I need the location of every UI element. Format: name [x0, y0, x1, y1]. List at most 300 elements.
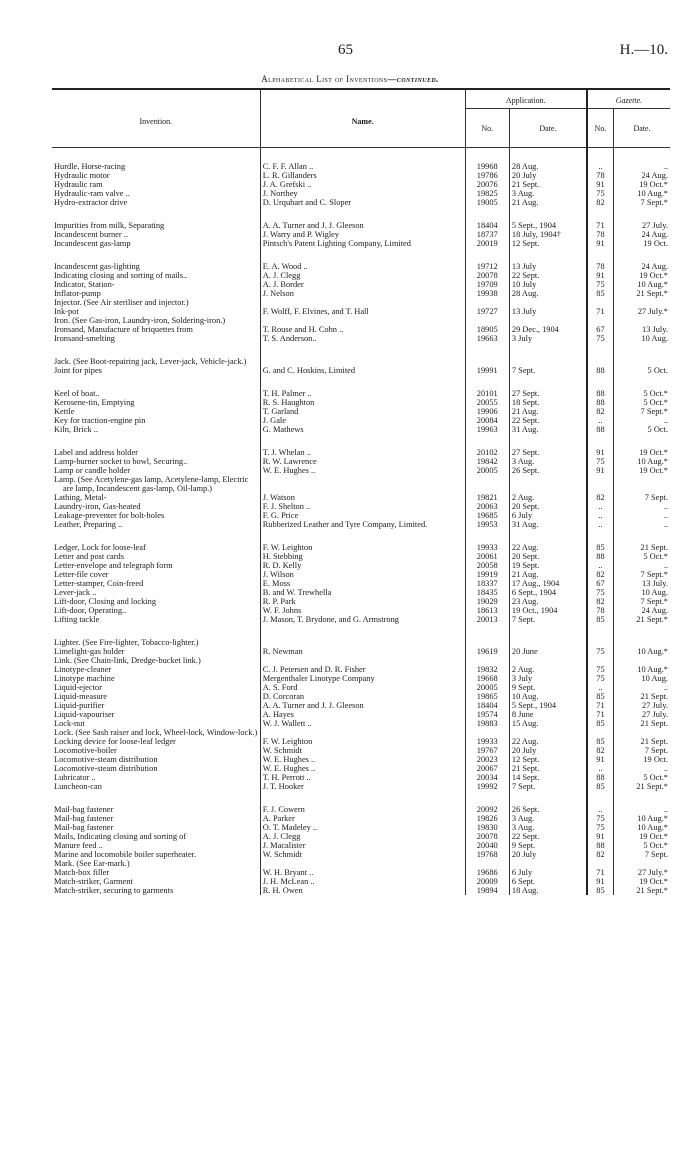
name-cell: [260, 656, 465, 665]
gazette-date-cell: 5 Oct.*: [643, 389, 668, 398]
name-cell: J. Wilson: [260, 570, 465, 579]
table-row: [52, 728, 670, 737]
application-date-cell: 3 July: [511, 674, 533, 683]
gazette-date-cell: 7 Sept.*: [640, 597, 668, 606]
invention-cell: Locomotive-steam distribution: [52, 764, 260, 773]
invention-cell: Hydraulic ram: [52, 180, 260, 189]
gazette-no-cell: 82: [587, 850, 614, 859]
application-date-cell: 7 Sept.: [511, 615, 536, 624]
gazette-no-cell: 71: [587, 307, 614, 316]
invention-cell: Match-box filler: [52, 868, 260, 877]
gazette-no-cell: 75: [587, 334, 614, 343]
name-cell: C. J. Petersen and D. R. Fisher: [260, 665, 465, 674]
invention-cell: Lift-door, Operating..: [52, 606, 260, 615]
application-date-cell: 3 Aug.: [511, 457, 535, 466]
application-date-cell: [509, 728, 587, 737]
name-cell: E. Moss: [260, 579, 465, 588]
application-no-cell: 19685: [465, 511, 509, 520]
application-date-cell: 3 Aug.: [511, 823, 535, 832]
table-row: [52, 588, 670, 597]
application-no-cell: 18337: [465, 579, 509, 588]
table-row: [52, 502, 670, 511]
application-no-cell: [465, 859, 509, 868]
application-date-cell: 2 Aug.: [511, 493, 535, 502]
application-no-cell: [465, 638, 509, 647]
application-no-cell: 19933: [465, 737, 509, 746]
name-cell: [260, 316, 465, 325]
table-row: [52, 886, 670, 895]
name-cell: F. G. Price: [260, 511, 465, 520]
table-row: [52, 325, 670, 334]
application-no-cell: 19663: [465, 334, 509, 343]
gazette-no-cell: 75: [587, 280, 614, 289]
table-row: [52, 511, 670, 520]
invention-cell: Locking device for loose-leaf ledger: [52, 737, 260, 746]
name-cell: G. and C. Hoskins, Limited: [260, 366, 465, 375]
application-no-cell: 19825: [465, 189, 509, 198]
invention-cell: Jack. (See Boot-repairing jack, Lever-jack, Vehicle-jack.): [52, 357, 260, 366]
invention-cell: Manure feed ..: [52, 841, 260, 850]
application-date-cell: 23 Aug.: [511, 597, 539, 606]
application-date-cell: [509, 298, 587, 307]
name-cell: W. E. Hughes ..: [260, 755, 465, 764]
application-date-cell: 31 Aug.: [511, 520, 539, 529]
gazette-no-cell: 91: [587, 755, 614, 764]
gazette-no-cell: 88: [587, 366, 614, 375]
group-spacer: [52, 375, 670, 389]
name-cell: L. R. Gillanders: [260, 171, 465, 180]
name-cell: [260, 298, 465, 307]
invention-cell: Lamp-burner socket to bowl, Securing..: [52, 457, 260, 466]
gazette-no-cell: ..: [587, 764, 614, 773]
gazette-no-cell: 75: [587, 665, 614, 674]
invention-cell: Lifting tackle: [52, 615, 260, 624]
application-no-cell: 20058: [465, 561, 509, 570]
name-cell: T. H. Palmer ..: [260, 389, 465, 398]
name-cell: R. P. Park: [260, 597, 465, 606]
invention-cell: Kettle: [52, 407, 260, 416]
gazette-date-cell: 13 July.: [642, 325, 668, 334]
application-date-cell: 31 Aug.: [511, 425, 539, 434]
gazette-date-cell: 7 Sept.: [644, 746, 668, 755]
application-no-cell: 19574: [465, 710, 509, 719]
application-date-cell: [509, 656, 587, 665]
invention-cell: Linotype machine: [52, 674, 260, 683]
gazette-date-cell: ..: [663, 805, 668, 814]
table-row: [52, 561, 670, 570]
table-row: [52, 597, 670, 606]
application-no-cell: 19963: [465, 425, 509, 434]
application-no-cell: [465, 728, 509, 737]
table-row: [52, 814, 670, 823]
table-row: [52, 466, 670, 475]
table-row: [52, 755, 670, 764]
invention-cell: Hydraulic motor: [52, 171, 260, 180]
application-date-cell: 13 July: [511, 262, 537, 271]
table-row: [52, 665, 670, 674]
gazette-no-cell: ..: [587, 162, 614, 171]
application-no-cell: [465, 475, 509, 493]
name-cell: Pintsch's Patent Lighting Company, Limited: [260, 239, 465, 248]
gazette-no-cell: 71: [587, 710, 614, 719]
application-no-cell: [465, 298, 509, 307]
application-no-cell: 18737: [465, 230, 509, 239]
gazette-date-cell: 21 Sept.: [640, 719, 668, 728]
table-row: [52, 674, 670, 683]
title-continued: —continued.: [387, 74, 439, 84]
application-date-cell: 9 Sept.: [511, 683, 536, 692]
name-cell: R. S. Haughton: [260, 398, 465, 407]
name-cell: D. Urquhart and C. Sloper: [260, 198, 465, 207]
gazette-date-cell: 19 Oct.*: [639, 180, 668, 189]
application-no-cell: 19727: [465, 307, 509, 316]
header-gaz-no: No.: [587, 109, 614, 148]
invention-cell: Liquid-purifier: [52, 701, 260, 710]
gazette-no-cell: 67: [587, 325, 614, 334]
name-cell: J. Nelson: [260, 289, 465, 298]
application-no-cell: 19894: [465, 886, 509, 895]
table-row: [52, 366, 670, 375]
application-date-cell: 26 Sept.: [511, 466, 540, 475]
table-row: [52, 389, 670, 398]
group-spacer: [52, 207, 670, 221]
invention-cell: Lubricator ..: [52, 773, 260, 782]
table-row: [52, 289, 670, 298]
application-date-cell: 21 Sept.: [511, 764, 540, 773]
application-no-cell: 19768: [465, 850, 509, 859]
gazette-date-cell: [613, 656, 670, 665]
table-row: [52, 262, 670, 271]
name-cell: T. S. Anderson..: [260, 334, 465, 343]
application-no-cell: 20023: [465, 755, 509, 764]
application-no-cell: 20005: [465, 683, 509, 692]
group-spacer: [52, 148, 670, 163]
invention-cell: Incandescent gas-lamp: [52, 239, 260, 248]
name-cell: [260, 638, 465, 647]
name-cell: E. A. Wood ..: [260, 262, 465, 271]
name-cell: A. J. Clegg: [260, 271, 465, 280]
gazette-date-cell: 21 Sept.: [640, 692, 668, 701]
gazette-no-cell: 75: [587, 588, 614, 597]
gazette-no-cell: 91: [587, 180, 614, 189]
gazette-no-cell: 82: [587, 746, 614, 755]
invention-cell: Hydraulic-ram valve ..: [52, 189, 260, 198]
application-no-cell: 20084: [465, 416, 509, 425]
invention-cell: Liquid-vapouriser: [52, 710, 260, 719]
application-date-cell: 19 Sept.: [511, 561, 540, 570]
name-cell: F. W. Leighton: [260, 737, 465, 746]
gazette-no-cell: 88: [587, 425, 614, 434]
gazette-date-cell: ..: [663, 683, 668, 692]
table-row: [52, 710, 670, 719]
application-no-cell: 19842: [465, 457, 509, 466]
application-date-cell: 8 June: [511, 710, 534, 719]
gazette-date-cell: 19 Oct.*: [639, 877, 668, 886]
name-cell: H. Stebbing: [260, 552, 465, 561]
table-row: [52, 307, 670, 316]
gazette-no-cell: 88: [587, 841, 614, 850]
gazette-date-cell: 5 Oct.: [647, 366, 668, 375]
application-no-cell: 19938: [465, 289, 509, 298]
invention-cell: Locomotive-boiler: [52, 746, 260, 755]
table-row: [52, 823, 670, 832]
gazette-date-cell: 27 July.*: [637, 307, 668, 316]
table-row: [52, 357, 670, 366]
invention-cell: Mark. (See Ear-mark.): [52, 859, 260, 868]
application-no-cell: 19906: [465, 407, 509, 416]
header-invention: Invention.: [52, 89, 260, 148]
gazette-date-cell: 7 Sept.*: [640, 198, 668, 207]
name-cell: F. J. Cowern: [260, 805, 465, 814]
application-date-cell: 10 Aug.: [511, 692, 539, 701]
gazette-no-cell: 91: [587, 832, 614, 841]
application-no-cell: 18404: [465, 221, 509, 230]
invention-cell: Leather, Preparing ..: [52, 520, 260, 529]
gazette-no-cell: 85: [587, 782, 614, 791]
application-no-cell: 20019: [465, 239, 509, 248]
name-cell: J. Northey: [260, 189, 465, 198]
invention-cell: Incandescent burner ..: [52, 230, 260, 239]
application-date-cell: 27 Sept.: [511, 448, 540, 457]
gazette-date-cell: 7 Sept.: [644, 850, 668, 859]
table-row: [52, 868, 670, 877]
application-date-cell: [509, 638, 587, 647]
invention-cell: Mail-bag fastener: [52, 814, 260, 823]
application-date-cell: 21 Aug.: [511, 570, 539, 579]
name-cell: Rubberized Leather and Tyre Company, Limited.: [260, 520, 465, 529]
application-date-cell: [509, 859, 587, 868]
gazette-date-cell: ..: [663, 511, 668, 520]
gazette-date-cell: 19 Oct.: [643, 239, 668, 248]
gazette-no-cell: 85: [587, 886, 614, 895]
group-spacer: [52, 791, 670, 805]
gazette-no-cell: [587, 656, 614, 665]
name-cell: A. Hayes: [260, 710, 465, 719]
application-date-cell: 9 Sept.: [511, 841, 536, 850]
header-name: Name.: [260, 89, 465, 148]
application-date-cell: 22 Sept.: [511, 416, 540, 425]
gazette-no-cell: 71: [587, 701, 614, 710]
application-date-cell: 20 June: [511, 647, 538, 656]
page-title: [0, 74, 700, 84]
name-cell: A. S. Ford: [260, 683, 465, 692]
table-row: [52, 298, 670, 307]
name-cell: T. Garland: [260, 407, 465, 416]
application-date-cell: 29 Dec., 1904: [511, 325, 559, 334]
application-date-cell: 7 Sept.: [511, 366, 536, 375]
name-cell: A. A. Turner and J. J. Gleeson: [260, 701, 465, 710]
table-row: [52, 832, 670, 841]
application-no-cell: 19865: [465, 692, 509, 701]
invention-cell: Lock-nut: [52, 719, 260, 728]
application-date-cell: 3 Aug.: [511, 814, 535, 823]
table-row: [52, 877, 670, 886]
name-cell: [260, 475, 465, 493]
name-cell: J. T. Hooker: [260, 782, 465, 791]
table-row: [52, 189, 670, 198]
invention-cell: Impurities from milk, Separating: [52, 221, 260, 230]
gazette-date-cell: [613, 859, 670, 868]
gazette-date-cell: 21 Sept.*: [636, 289, 668, 298]
name-cell: A. J. Clegg: [260, 832, 465, 841]
application-no-cell: 19991: [465, 366, 509, 375]
invention-cell: Lamp. (See Acetylene-gas lamp, Acetylene-lamp, Electric are lamp, Incandescent gas-lamp, Oil-lamp.): [52, 475, 260, 493]
gazette-no-cell: [587, 298, 614, 307]
table-row: [52, 221, 670, 230]
gazette-date-cell: 27 July.: [642, 710, 668, 719]
title-main: Alphabetical List of Inventions: [261, 74, 388, 84]
application-date-cell: 6 July: [511, 868, 533, 877]
gazette-no-cell: ..: [587, 561, 614, 570]
table-row: [52, 425, 670, 434]
group-spacer: [52, 434, 670, 448]
gazette-no-cell: 82: [587, 198, 614, 207]
gazette-no-cell: 85: [587, 289, 614, 298]
gazette-no-cell: 75: [587, 814, 614, 823]
application-no-cell: 19968: [465, 162, 509, 171]
gazette-date-cell: [613, 316, 670, 325]
invention-cell: Liquid-ejector: [52, 683, 260, 692]
gazette-no-cell: 78: [587, 262, 614, 271]
table-row: [52, 543, 670, 552]
application-date-cell: 6 Sept., 1904: [511, 588, 557, 597]
table-row: [52, 805, 670, 814]
application-date-cell: 27 Sept.: [511, 389, 540, 398]
gazette-no-cell: 71: [587, 868, 614, 877]
application-no-cell: 19992: [465, 782, 509, 791]
gazette-no-cell: 71: [587, 221, 614, 230]
invention-cell: Indicator, Station-: [52, 280, 260, 289]
gazette-no-cell: 82: [587, 493, 614, 502]
table-row: [52, 737, 670, 746]
invention-cell: Joint for pipes: [52, 366, 260, 375]
application-date-cell: 20 Sept.: [511, 502, 540, 511]
application-date-cell: 28 Aug.: [511, 289, 539, 298]
gazette-date-cell: 10 Aug.*: [637, 823, 668, 832]
invention-cell: Mail-bag fastener: [52, 823, 260, 832]
gazette-date-cell: 5 Oct.*: [643, 552, 668, 561]
gazette-date-cell: 7 Sept.: [644, 493, 668, 502]
application-date-cell: 6 Sept.: [511, 877, 536, 886]
gazette-no-cell: 78: [587, 230, 614, 239]
table-row: [52, 493, 670, 502]
application-no-cell: 19712: [465, 262, 509, 271]
name-cell: T. Rouse and H. Cohn ..: [260, 325, 465, 334]
name-cell: A. Parker: [260, 814, 465, 823]
table-row: [52, 171, 670, 180]
application-no-cell: 19953: [465, 520, 509, 529]
gazette-date-cell: ..: [663, 416, 668, 425]
application-no-cell: 20063: [465, 502, 509, 511]
application-date-cell: 18 Sept.: [511, 398, 540, 407]
table-row: [52, 448, 670, 457]
invention-cell: Ledger, Lock for loose-leaf: [52, 543, 260, 552]
invention-cell: Leakage-preventer for bolt-holes: [52, 511, 260, 520]
gazette-no-cell: 82: [587, 597, 614, 606]
application-date-cell: 13 July: [511, 307, 537, 316]
gazette-date-cell: 24 Aug.: [641, 262, 668, 271]
gazette-no-cell: 85: [587, 615, 614, 624]
table-row: [52, 334, 670, 343]
gazette-date-cell: 27 July.: [642, 701, 668, 710]
application-date-cell: 17 Aug., 1904: [511, 579, 560, 588]
gazette-date-cell: [613, 638, 670, 647]
gazette-date-cell: ..: [663, 162, 668, 171]
application-no-cell: 19883: [465, 719, 509, 728]
invention-cell: Kiln, Brick ..: [52, 425, 260, 434]
name-cell: O. T. Madeley ..: [260, 823, 465, 832]
application-no-cell: 18435: [465, 588, 509, 597]
invention-cell: Ironsand, Manufacture of briquettes from: [52, 325, 260, 334]
gazette-date-cell: 5 Oct.*: [643, 398, 668, 407]
gazette-no-cell: 91: [587, 271, 614, 280]
name-cell: R. H. Owen: [260, 886, 465, 895]
application-no-cell: 18905: [465, 325, 509, 334]
gazette-date-cell: 19 Oct.*: [639, 448, 668, 457]
invention-cell: Marine and locomobile boiler superheater.: [52, 850, 260, 859]
gazette-date-cell: ..: [663, 520, 668, 529]
application-no-cell: 19933: [465, 543, 509, 552]
gazette-date-cell: [613, 475, 670, 493]
name-cell: Mergenthaler Linotype Company: [260, 674, 465, 683]
invention-cell: Letter-file cover: [52, 570, 260, 579]
name-cell: J. H. McLean ..: [260, 877, 465, 886]
application-no-cell: 19919: [465, 570, 509, 579]
application-no-cell: 19709: [465, 280, 509, 289]
application-no-cell: 19767: [465, 746, 509, 755]
application-date-cell: 22 Sept.: [511, 271, 540, 280]
gazette-date-cell: 24 Aug.: [641, 606, 668, 615]
name-cell: R. D. Kelly: [260, 561, 465, 570]
gazette-date-cell: 10 Aug.*: [637, 280, 668, 289]
table-row: [52, 475, 670, 493]
gazette-no-cell: 85: [587, 737, 614, 746]
group-spacer: [52, 624, 670, 638]
table-row: [52, 773, 670, 782]
group-spacer: [52, 529, 670, 543]
gazette-no-cell: [587, 859, 614, 868]
application-date-cell: 12 Sept.: [511, 239, 540, 248]
invention-cell: Ink-pot: [52, 307, 260, 316]
invention-cell: Limelight-gas holder: [52, 647, 260, 656]
name-cell: T. J. Whelan ..: [260, 448, 465, 457]
application-date-cell: 6 July: [511, 511, 533, 520]
gazette-date-cell: 10 Aug.*: [637, 665, 668, 674]
gazette-no-cell: ..: [587, 502, 614, 511]
application-no-cell: 20040: [465, 841, 509, 850]
table-row: [52, 520, 670, 529]
table-row: [52, 407, 670, 416]
application-no-cell: 19786: [465, 171, 509, 180]
invention-cell: Lock. (See Sash raiser and lock, Wheel-lock, Window-lock.): [52, 728, 260, 737]
table-row: [52, 162, 670, 171]
name-cell: W. Schmidt: [260, 850, 465, 859]
invention-cell: Injector. (See Air steriliser and injector.): [52, 298, 260, 307]
invention-cell: Letter and post cards: [52, 552, 260, 561]
application-date-cell: 15 Aug.: [511, 719, 539, 728]
gazette-date-cell: 7 Sept.*: [640, 570, 668, 579]
application-date-cell: 7 Sept.: [511, 782, 536, 791]
table-row: [52, 180, 670, 189]
table-row: [52, 316, 670, 325]
table-row: [52, 859, 670, 868]
name-cell: D. Corcoran: [260, 692, 465, 701]
invention-cell: Ironsand-smelting: [52, 334, 260, 343]
application-no-cell: 20102: [465, 448, 509, 457]
gazette-date-cell: 21 Sept.: [640, 737, 668, 746]
table-row: [52, 271, 670, 280]
table-row: [52, 782, 670, 791]
